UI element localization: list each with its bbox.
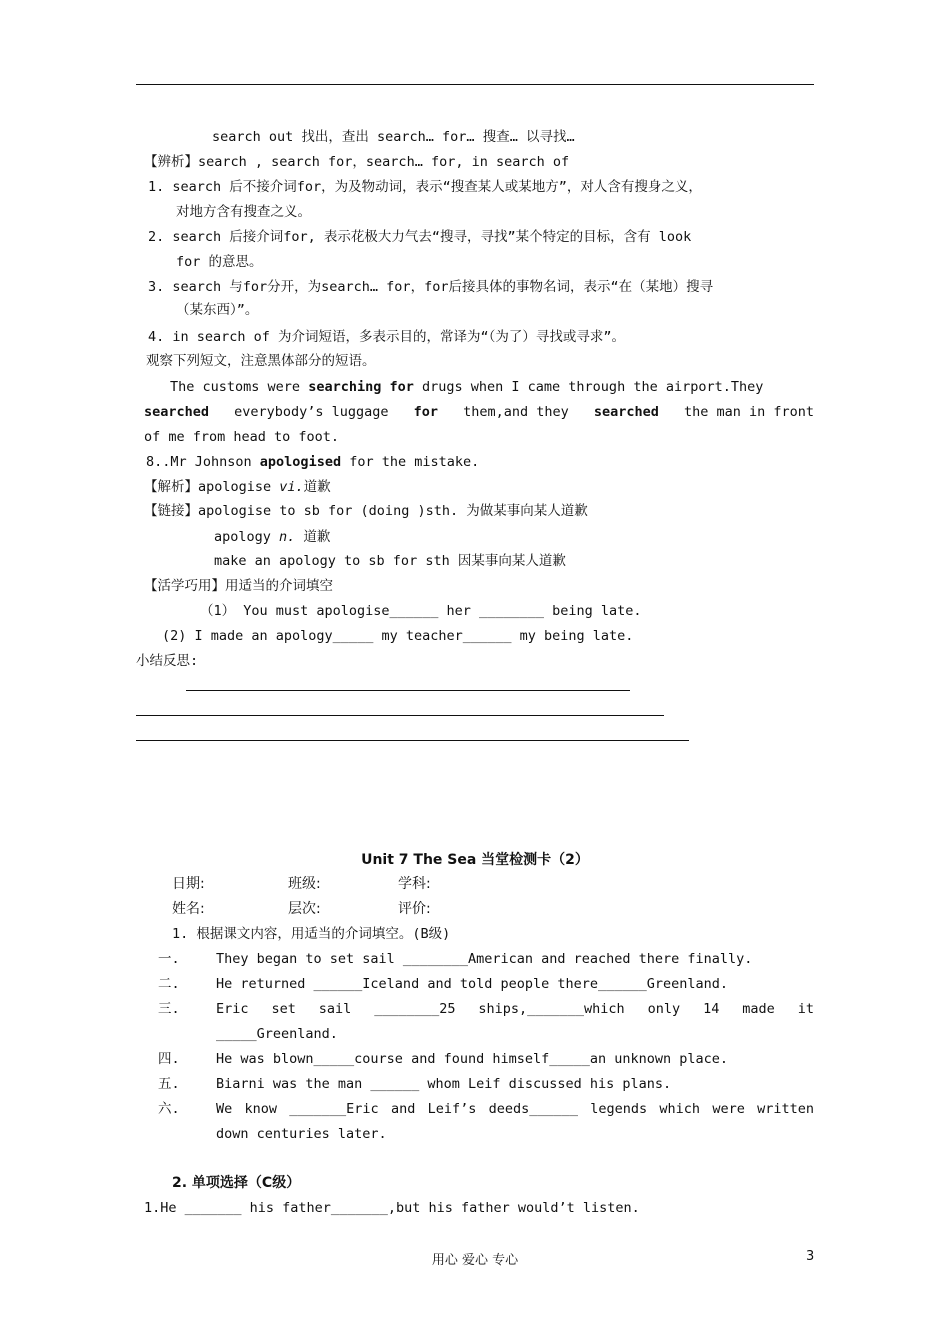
fill-item-4 (158, 1049, 728, 1069)
passage-bold: searched (144, 404, 210, 420)
item-words (216, 1099, 814, 1119)
passage-line-2 (144, 402, 814, 422)
level-label: 层次: (288, 901, 321, 917)
line-jiexi (144, 477, 331, 497)
item-number: 六. (158, 1101, 180, 1117)
word: set (271, 1001, 296, 1017)
card-title: Unit 7 The Sea 当堂检测卡（2） (361, 852, 589, 868)
subject-label: 学科: (398, 876, 431, 892)
passage-text: The customs were (170, 379, 301, 395)
line-exercise-1: （1） You must apologise______ her ________ being late. (200, 603, 642, 619)
line-point-1-cont: 对地方含有搜查之义。 (176, 204, 311, 220)
line-huoxue: 【活学巧用】用适当的介词填空 (144, 578, 333, 594)
page-number: 3 (806, 1249, 815, 1264)
card-meta-row-1 (172, 874, 431, 894)
word: which (659, 1101, 701, 1117)
jiexi-pos: vi. (279, 479, 304, 495)
reflection-line-3 (136, 740, 689, 741)
item-text: He returned ______Iceland and told people there______Greenland. (216, 976, 729, 992)
passage-bold: for (413, 404, 439, 420)
word: deeds______ (488, 1101, 579, 1117)
class-label: 班级: (288, 876, 321, 892)
fill-item-1 (158, 949, 752, 969)
item-words (216, 999, 814, 1019)
word: and (390, 1101, 416, 1117)
item-text: Biarni was the man ______ whom Leif discussed his plans. (216, 1076, 672, 1092)
fill-item-5 (158, 1074, 671, 1094)
word: written (757, 1101, 814, 1117)
item-number: 五. (158, 1076, 180, 1092)
fill-item-3 (158, 999, 814, 1019)
jiexi-prefix: 【解析】apologise (144, 479, 280, 495)
word: We (216, 1101, 233, 1117)
word: _______Eric (289, 1101, 379, 1117)
item-text: He was blown_____course and found himself_____an unknown place. (216, 1051, 729, 1067)
fill-item-6-cont: down centuries later. (216, 1126, 387, 1142)
fill-item-6 (158, 1099, 814, 1119)
passage-text: everybody’s luggage (234, 404, 389, 420)
name-label: 姓名: (172, 901, 205, 917)
reflection-line-1 (186, 690, 630, 691)
apology-word: apology (214, 529, 280, 545)
word: ________25 (374, 1001, 456, 1017)
line-point-3: 3. search 与for分开，为search… for，for后接具体的事物名词，表示“在（某地）搜寻 (148, 279, 714, 295)
item-text: They began to set sail ________American and reached there finally. (216, 951, 753, 967)
line-point-4: 4. in search of 为介词短语，多表示目的，常译为“（为了）寻找或寻求”。 (148, 329, 626, 345)
passage-line-3: of me from head to foot. (144, 429, 340, 445)
section-2-heading: 2. 单项选择（C级） (172, 1175, 301, 1191)
mc-question-1: 1.He _______ his father_______,but his father would’t listen. (144, 1200, 640, 1216)
line-exercise-2: (2) I made an apology_____ my teacher______ my being late. (162, 628, 634, 644)
line-search-out: search out 找出，查出 search… for… 搜查… 以寻找… (212, 129, 575, 145)
fill-item-3-cont: _____Greenland. (216, 1026, 338, 1042)
apology-pos: n. (279, 529, 296, 545)
line-point-2-cont: for 的意思。 (176, 254, 263, 270)
card-meta-row-2 (172, 899, 431, 919)
apology-meaning: 道歉 (295, 529, 331, 545)
line-item-8 (146, 452, 479, 472)
line-make-apology: make an apology to sb for sth 因某事向某人道歉 (214, 553, 566, 569)
item-number: 二. (158, 976, 180, 992)
word: know (244, 1101, 278, 1117)
passage-text: drugs when I came through the airport.They (422, 379, 764, 395)
passage-line-1 (170, 377, 814, 397)
item-number: 一. (158, 951, 180, 967)
fill-item-2 (158, 974, 728, 994)
section-1-heading: 1. 根据课文内容，用适当的介词填空。(B级) (172, 926, 451, 942)
word: 14 (703, 1001, 720, 1017)
item-number: 四. (158, 1051, 180, 1067)
word: it (797, 1001, 814, 1017)
date-label: 日期: (172, 876, 205, 892)
line-apology (214, 527, 330, 547)
header-rule (136, 84, 814, 85)
jiexi-meaning: 道歉 (303, 479, 331, 495)
passage-bold: searching for (308, 379, 414, 395)
word: sail (318, 1001, 352, 1017)
item-number: 三. (158, 1001, 180, 1017)
word: only (647, 1001, 681, 1017)
item-8-prefix: 8..Mr Johnson (146, 454, 260, 470)
line-point-1: 1. search 后不接介词for，为及物动词，表示“搜查某人或某地方”，对人含有搜身之义， (148, 179, 702, 195)
word: were (712, 1101, 745, 1117)
line-observe: 观察下列短文，注意黑体部分的短语。 (146, 353, 376, 369)
item-8-suffix: for the mistake. (341, 454, 480, 470)
footer-motto: 用心 爱心 专心 (431, 1253, 519, 1268)
line-point-3-cont: （某东西）”。 (176, 302, 259, 318)
word: Eric (216, 1001, 249, 1017)
word: legends (590, 1101, 648, 1117)
line-lianjie: 【链接】apologise to sb for (doing )sth. 为做某事向某人道歉 (144, 503, 588, 519)
passage-bold: searched (593, 404, 659, 420)
item-8-bold: apologised (259, 454, 342, 470)
line-point-2: 2. search 后接介词for, 表示花极大力气去“搜寻，寻找”某个特定的目标，含有 look (148, 229, 692, 245)
passage-text: the man in front (683, 404, 814, 420)
line-bianxi: 【辨析】search , search for，search… for, in search of (144, 154, 570, 170)
word: ships,_______which (478, 1001, 625, 1017)
word: made (742, 1001, 775, 1017)
eval-label: 评价: (398, 901, 431, 917)
reflection-line-2 (136, 715, 664, 716)
passage-text: them,and they (463, 404, 569, 420)
line-reflection: 小结反思: (136, 653, 199, 669)
word: Leif’s (427, 1101, 477, 1117)
